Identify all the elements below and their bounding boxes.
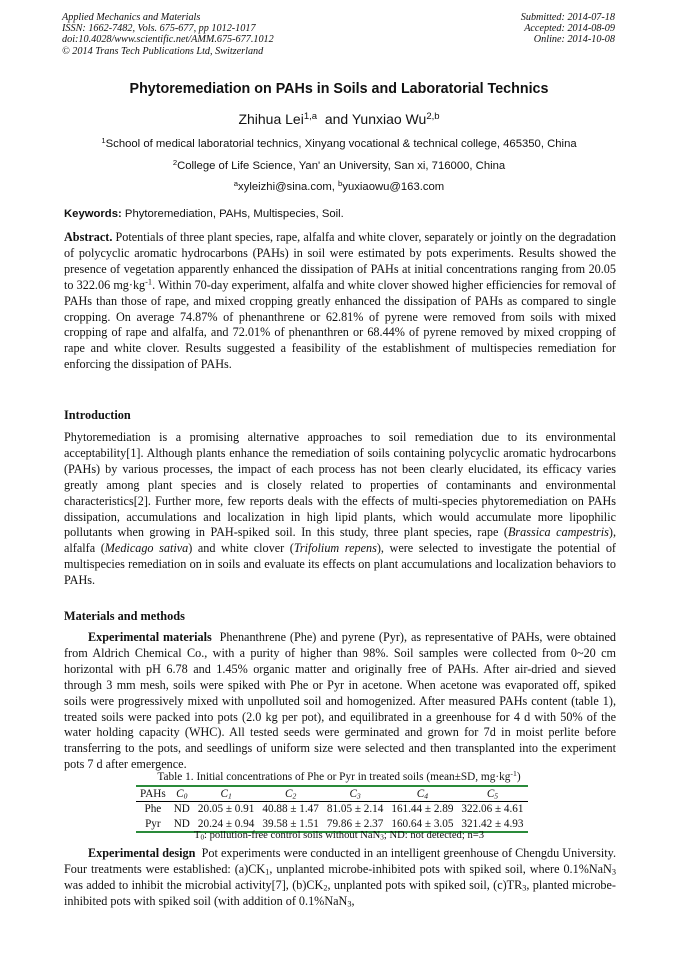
table-cell: 160.64 ± 3.05	[391, 817, 454, 830]
table-header: PAHs	[136, 786, 170, 802]
concentration-table	[136, 785, 528, 833]
table-cell: 20.05 ± 0.91	[197, 803, 255, 816]
table-cell: ND	[173, 803, 190, 816]
table-cell: 39.58 ± 1.51	[262, 817, 319, 830]
introduction-text: Phytoremediation is a promising alternative approaches to soil remediation due to its environmental acceptability[1]. Although plants enhance the remediation of soils containing polycyclic aromatic hydrocarbons (PAHs) by various processes, the impact of each process has not been clearly elucidated, its efficacy varies greatly among plant species and is closely related to properties of contaminants and environmental characteristics[2]. Further more, few reports deals with the effects of multi-species phytoremediation on PAHs dissipation, accumulations and localization in high lipid plants, which would accumulate more lipophilic pollutants when growing in PAH-spiked soil. In this study, three plant species, rape (Brassica campestris), alfalfa (Medicago sativa) and white clover (Trifolium repens), were selected to investigate the potential of multispecies remediation on in soils and evaluate its effects on plant accumulations and localization behaviors to PAHs.	[64, 430, 617, 588]
email-a: xyleizhi@sina.com,	[238, 181, 339, 193]
abstract: Abstract. Potentials of three plant species, rape, alfalfa and white clover, separately or jointly on the degradation of polycyclic aromatic hydrocarbons (PAHs) in soil were estimated by pots experiments. Results showed the presence of vegetation apparently enhanced the dissipation of PAHs at initial concentrations ranging from 20.05 to 322.06 $mg\cdot kg^{-1}$. Within 70-day experiment, alfalfa and white clover showed higher efficiencies for removal of PAHs than those of rape, and mixed cropping greatly enhanced the dissipation of PAHs as compared to single cropping. On average 74.87% of phenanthrene or 62.81% of pyrene were removed from soils with mixed cropping of rape and alfalfa, and 72.01% of phenanthren or 68.44% of pyrene removed by mixed cropping of rape and white clover. Results suggested a feasibility of the establishment of multispecies remediation for enforcing the dissipation of PAHs.	[64, 230, 616, 372]
author-1: Zhihua Lei	[238, 111, 304, 127]
table-header: $C_3$	[323, 786, 387, 802]
table-footnote: $T_0$: pollution-free control soils without NaN$_3$; ND: not detected; n=3	[193, 830, 485, 842]
author-1-affil: 1,a	[303, 110, 318, 122]
abstract-label: Abstract.	[64, 230, 113, 244]
table-header-row	[136, 786, 528, 802]
table-cell: 81.05 ± 2.14	[326, 803, 384, 816]
design-paragraph: Experimental design Pot experiments were conducted in an intelligent greenhouse of Chengdu University. Four treatments were established: $(a)CK_1$, unplanted microbe-inhibited pots with spiked soil, where 0.1%NaN$_3$ was added to inhibit the microbial activity[7], $(b)CK_2$, unplanted pots with spiked soil, $(c)TR_3$, planted microbe-inhibited pots with spiked soil (with addition of 0.1%NaN$_3$,	[64, 846, 617, 909]
table-header: $C_2$	[258, 786, 322, 802]
submission-dates	[521, 12, 615, 46]
doi-line: doi:10.4028/www.scientific.net/AMM.675-677.1012	[62, 34, 274, 46]
materials-subheading: Experimental materials	[88, 630, 212, 644]
table-cell: 79.86 ± 2.37	[326, 817, 384, 830]
table-cell: ND	[173, 817, 190, 830]
journal-info	[62, 12, 274, 57]
design-subheading: Experimental design	[88, 846, 196, 860]
table-row	[136, 802, 528, 817]
submitted-date: Submitted: 2014-07-18	[520, 12, 615, 23]
keywords-label: Keywords:	[64, 208, 122, 220]
table-cell: 161.44 ± 2.89	[391, 803, 454, 816]
journal-name: Applied Mechanics and Materials	[62, 12, 201, 23]
materials-paragraph: Experimental materials Phenanthrene (Phe) and pyrene (Pyr), as representative of PAHs, were obtained from Aldrich Chemical Co., with a purity of higher than 98%. Soil samples were collected from 0~20 cm horizontal with pH 6.78 and 1.45% organic matter and originally free of PAHs. After air-dried and sieved through 3 mm mesh, soils were spiked with Phe or Pyr in acetone. When acetone was evaporated off, spiked soils were progressively mixed with unpolluted soil and homogenized. After measured PAHs content (table 1), treated soils were packed into pots (2.0 kg per pot), and equilibrated in a greenhouse for 4 d with 50% of the water holding capacity (WHC). All tested seeds were germinated and grown for 7d in moist perlite before transferring to the pots, and seedlings of uniform size were selected and then transplanted into the experiment pots 7 d after emergence.	[64, 630, 616, 772]
table-cell: 20.24 ± 0.94	[197, 817, 255, 830]
table-header: $C_1$	[194, 786, 258, 802]
table-header: $C_5$	[457, 786, 527, 802]
online-date: Online: 2014-10-08	[533, 34, 615, 46]
keywords-text: Phytoremediation, PAHs, Multispecies, Soil.	[124, 208, 344, 220]
table-cell: 322.06 ± 4.61	[461, 803, 524, 816]
methods-heading: Materials and methods	[64, 609, 185, 623]
table-caption: Table 1. Initial concentrations of Phe or Pyr in treated soils (mean±SD, $mg\cdot kg^{-1}$)	[157, 768, 521, 783]
introduction-heading: Introduction	[64, 408, 131, 422]
paper-title: Phytoremediation on PAHs in Soils and Laboratorial Technics	[129, 81, 549, 97]
keywords	[64, 208, 616, 220]
accepted-date: Accepted: 2014-08-09	[524, 23, 615, 35]
email-b: yuxiaowu@163.com	[342, 181, 445, 193]
copyright-line: © 2014 Trans Tech Publications Ltd, Switzerland	[62, 45, 264, 57]
email-line: $^a$xyleizhi@sina.com, $^b$yuxiaowu@163.com	[233, 178, 445, 193]
table-cell: Pyr	[145, 817, 161, 830]
author-2: Yunxiao Wu	[351, 111, 427, 127]
table-cell: 40.88 ± 1.47	[262, 803, 319, 816]
affiliation-2: $^2$College of Life Science, Yan' an University, San xi, 716000, China	[172, 157, 506, 172]
author-2-affil: 2,b	[426, 110, 440, 122]
table-header: $C_0$	[170, 786, 194, 802]
author-and: and	[324, 111, 349, 127]
table-header: $C_4$	[387, 786, 457, 802]
issn-line: ISSN: 1662-7482, Vols. 675-677, pp 1012-1017	[62, 23, 256, 35]
table-cell: Phe	[144, 803, 162, 816]
table-cell: 321.42 ± 4.93	[461, 817, 524, 830]
author-line	[0, 111, 678, 127]
affiliation-1: $^1$School of medical laboratorial technics, Xinyang vocational & technical college, 465350, China	[101, 135, 577, 150]
